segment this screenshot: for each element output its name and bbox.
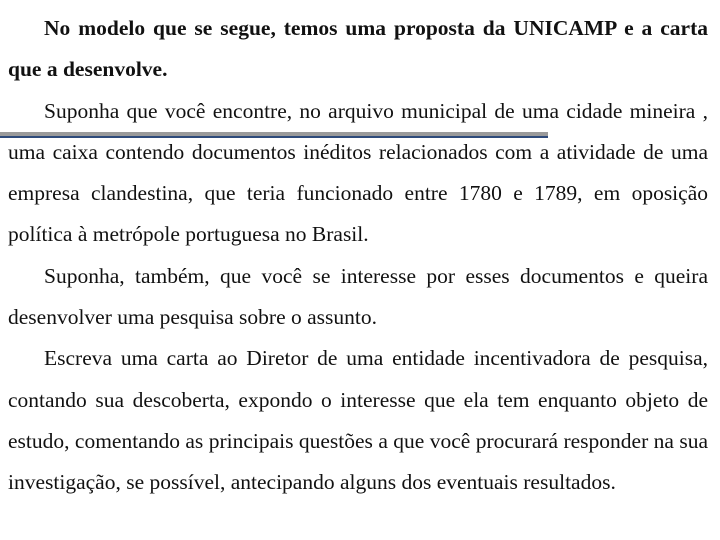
task-paragraph: Escreva uma carta ao Diretor de uma entidade incentivadora de pesquisa, contando sua descoberta, expondo o interesse que ela tem enquanto objeto de estudo, comentando as principais questões a que você procurará responder na sua investigação, se possível, antecipando alguns dos eventuais resultados. (8, 346, 708, 495)
body-text (8, 8, 708, 504)
intro-paragraph: No modelo que se segue, temos uma proposta da UNICAMP e a carta que a desenvolve. (8, 16, 708, 82)
interest-paragraph: Suponha, também, que você se interesse por esses documentos e queira desenvolver uma pesquisa sobre o assunto. (8, 263, 708, 330)
scenario-paragraph: Suponha que você encontre, no arquivo municipal de uma cidade mineira , uma caixa contendo documentos inéditos relacionados com a atividade de uma empresa clandestina, que teria funcionado entre 1780 e 1789, em oposição política à metrópole portuguesa no Brasil. (8, 98, 708, 247)
